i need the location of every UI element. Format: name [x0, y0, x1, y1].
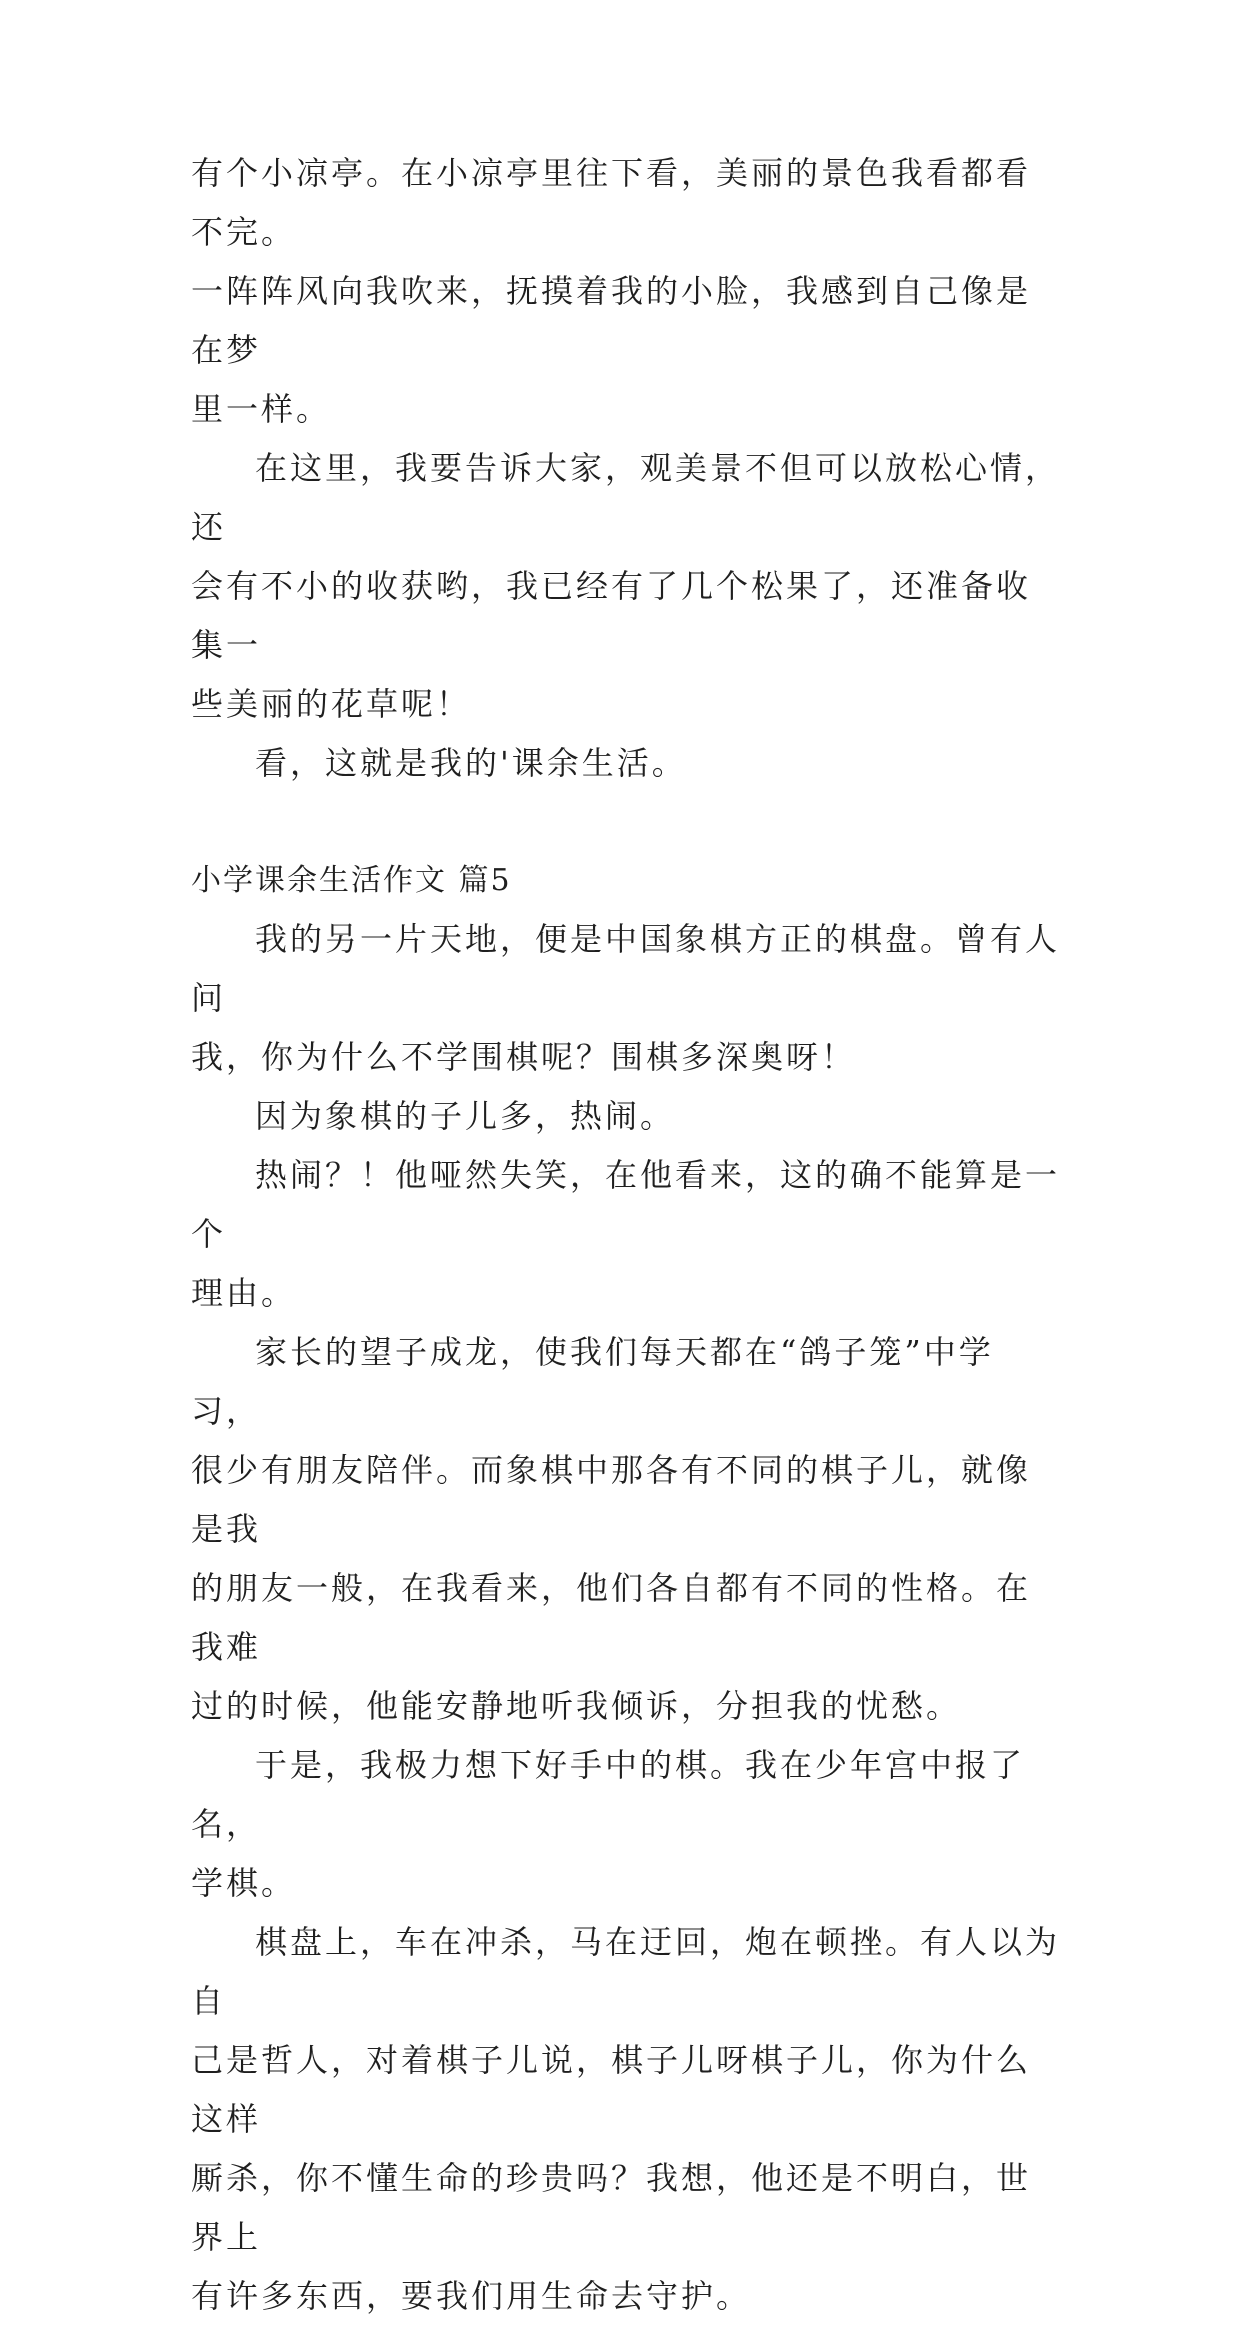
paragraph-line: 过的时候，他能安静地听我倾诉，分担我的忧愁。: [191, 1687, 962, 1725]
paragraph-line: 棋盘上，车在冲杀，马在迂回，炮在顿挫。有人以为自: [191, 1923, 1061, 2020]
paragraph-line: 看，这就是我的'课余生活。: [255, 744, 687, 782]
paragraph-line: 理由。: [191, 1274, 297, 1312]
paragraph-line: 于是，我极力想下好手中的棋。我在少年宫中报了名，: [191, 1746, 1026, 1843]
paragraph-line: 热闹？！他哑然失笑，在他看来，这的确不能算是一个: [191, 1156, 1061, 1253]
paragraph-line: 里一样。: [191, 390, 332, 428]
paragraph-line: 会有不小的收获哟，我已经有了几个松果了，还准备收集一: [191, 567, 1032, 664]
paragraph-line: 因为象棋的子儿多，热闹。: [255, 1097, 676, 1135]
paragraph-line: 些美丽的花草呢！: [191, 685, 472, 723]
document-body: [191, 144, 1061, 2326]
paragraph-line: 我的另一片天地，便是中国象棋方正的棋盘。曾有人问: [191, 920, 1061, 1017]
paragraph-line: 有许多东西，要我们用生命去守护。: [191, 2277, 752, 2315]
paragraph-line: 己是哲人，对着棋子儿说，棋子儿呀棋子儿，你为什么这样: [191, 2041, 1032, 2138]
section-spacer: [191, 793, 1061, 851]
paragraph-line: 学棋。: [191, 1864, 297, 1902]
section-title: 小学课余生活作文 篇5: [191, 863, 512, 898]
paragraph-line: 一阵阵风向我吹来，抚摸着我的小脸，我感到自己像是在梦: [191, 272, 1032, 369]
paragraph-line: 家长的望子成龙，使我们每天都在“鸽子笼”中学习，: [191, 1333, 994, 1430]
paragraph-line: 有个小凉亭。在小凉亭里往下看，美丽的景色我看都看不完。: [191, 154, 1032, 251]
paragraph-line: 在这里，我要告诉大家，观美景不但可以放松心情，还: [191, 449, 1061, 546]
paragraph-line: 我，你为什么不学围棋呢？围棋多深奥呀！: [191, 1038, 857, 1076]
paragraph-line: 的朋友一般，在我看来，他们各自都有不同的性格。在我难: [191, 1569, 1032, 1666]
paragraph-line: 厮杀，你不懂生命的珍贵吗？我想，他还是不明白，世界上: [191, 2159, 1032, 2256]
paragraph-line: 很少有朋友陪伴。而象棋中那各有不同的棋子儿，就像是我: [191, 1451, 1032, 1548]
